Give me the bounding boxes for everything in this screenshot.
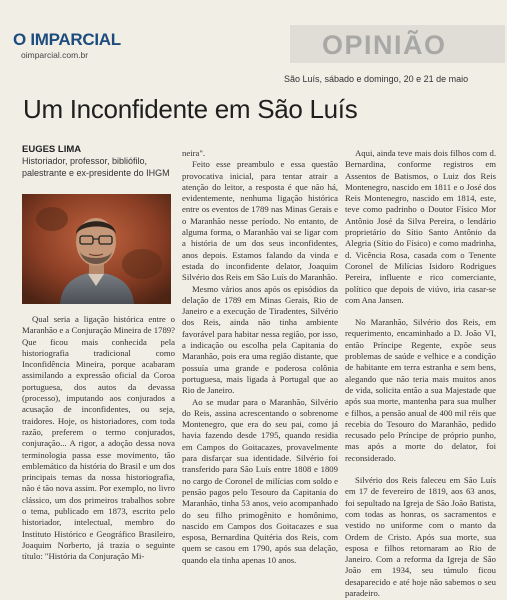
article-column-2 xyxy=(182,148,338,566)
article-headline: Um Inconfidente em São Luís xyxy=(23,94,358,124)
article-column-3 xyxy=(345,148,496,599)
article-paragraph: Ao se mudar para o Maranhão, Silvério do Reis, assina acrescentando o sobrenome Montenegro, que era do seu pai, como já havia fazendo desde 1795, quando residia em Campos do Goitacazes, provavelmente para disfarçar sua identidade. Silvério foi transferido para São Luís entre 1808 e 1809 no cargo de Coronel de milícias com soldo e pensão pagos pelo Tesouro da Capitania do Maranhão, tinha 53 anos, veio acompanhado do seu filho primogênito e homônimo, nascido em Campos dos Goitacazes e sua esposa, Bernardina Quitéria dos Reis, com quem se casou em 1790, após sua delação, quando ela tinha apenas 10 anos. xyxy=(182,396,338,565)
author-bio: Historiador, professor, bibliófilo, palestrante e ex-presidente do IHGM xyxy=(22,156,170,178)
article-paragraph: neira". xyxy=(182,148,206,158)
article-column-1 xyxy=(22,314,175,563)
article-paragraph: Silvério dos Reis faleceu em São Luís em 17 de fevereiro de 1819, aos 63 anos, foi sepultado na Igreja de São João Batista, com todas as honras, os sacramentos e vestido no uniforme com o manto da Ordem de Cristo. Após sua morte, sua esposa e filhos retornaram ao Rio de Janeiro. Com a reforma da Igreja de São João em 1934, seu túmulo ficou desaparecido e até hoje não sabemos o seu paradeiro. xyxy=(345,475,496,598)
article-paragraph: Aqui, ainda teve mais dois filhos com d. Bernardina, conforme registros em Assentos de Batismos, o Luiz dos Reis Montenegro, nascido em 1811 e o José dos Reis Montenegro, nascido em 1814, este, teve como padrinho o Doutor Físico Mor Antônio José da Silva Pereira, o lendário proprietário do Sítio Santo Antônio da Alegria (Sítio do Físico) e como madrinha, d. Vicência Rosa, casada com o Tenente Coronel de Milícias Isidoro Rodrigues Pereira, influente e rico comerciante, político que depois de viúvo, iria casar-se com Ana Jansen. xyxy=(345,148,496,305)
article-paragraph: Qual seria a ligação histórica entre o Maranhão e a Conjuração Mineira de 1789? Que ficou mais conhecida pela historiografia tradicional como Inconfidência Mineira, porque acabaram assimilando a expressão oficial da Coroa portuguesa, dos autos da devassa (processo), imputando aos conjurados a acusação de inconfidentes, ou seja, traidores. Hoje, os historiadores, com toda razão, preferem o termo conjurados, conjuração... A rigor, a adoção dessa nova terminologia passa esse movimento, tão emblemático da história do Brasil e um dos principais temas da nossa historiografia, não é tão nova assim. Por exemplo, no livro clássico, um dos primeiros trabalhos sobre o tema, publicado em 1873, escrito pelo historiador, intelectual, membro do Instituto Histórico e Geográfico Brasileiro, Joaquim Norberto, já trazia o seguinte título: "História da Conjuração Mi- xyxy=(22,314,175,562)
article-paragraph: Feito esse preambulo e essa questão provocativa inicial, para tentar atrair a atenção do leitor, a resposta é que não há, evidentemente, nenhuma ligação histórica entre os eventos de 1789 nas Minas Gerais e o Maranhão nesse período. No entanto, de alguma forma, o Maranhão vai se ligar com a história de um dos seus inconfidentes, anos depois. Estamos falando da vinda e estada do inconfidente delator, Joaquim Silvério dos Reis em São Luís do Maranhão. xyxy=(182,159,338,283)
edition-date: São Luís, sábado e domingo, 20 e 21 de maio xyxy=(284,74,469,84)
author-name: EUGES LIMA xyxy=(22,144,82,155)
newspaper-url[interactable]: oimparcial.com.br xyxy=(21,50,89,60)
author-photo xyxy=(22,194,171,304)
section-label: OPINIÃO xyxy=(322,30,447,60)
newspaper-logo[interactable]: O IMPARCIAL xyxy=(13,30,121,49)
author-portrait-image xyxy=(22,194,171,304)
masthead xyxy=(0,0,507,94)
article-paragraph: Mesmo vários anos após os episódios da delação de 1789 em Minas Gerais, Rio de Janeiro e a execução de Tiradentes, Silvério dos Reis, ainda não tinha ambiente favorável para habitar nessa região, por isso, a indicação ou escolha pela Capitania do Maranhão, pois era uma região distante, que possuía uma grande e poderosa colônia portuguesa, mais ligada à Portugal que ao Rio de Janeiro. xyxy=(182,283,338,396)
article-paragraph: No Maranhão, Silvério dos Reis, em requerimento, encaminhado a D. João VI, então Príncipe Regente, expõe seus problemas de saúde e velhice e a condição de habitante em terra estranha e sem bens, alegando que não teria mais muitos anos de vida, solicita então a sua Majestade que após sua morte, mantenha para sua mulher e filhos, a pensão anual de 400 mil réis que recebia do Tesouro do Maranhão, pedido recusado pelo Príncipe de próprio punho, mas após a morte do delator, foi reconsiderado. xyxy=(345,317,496,463)
